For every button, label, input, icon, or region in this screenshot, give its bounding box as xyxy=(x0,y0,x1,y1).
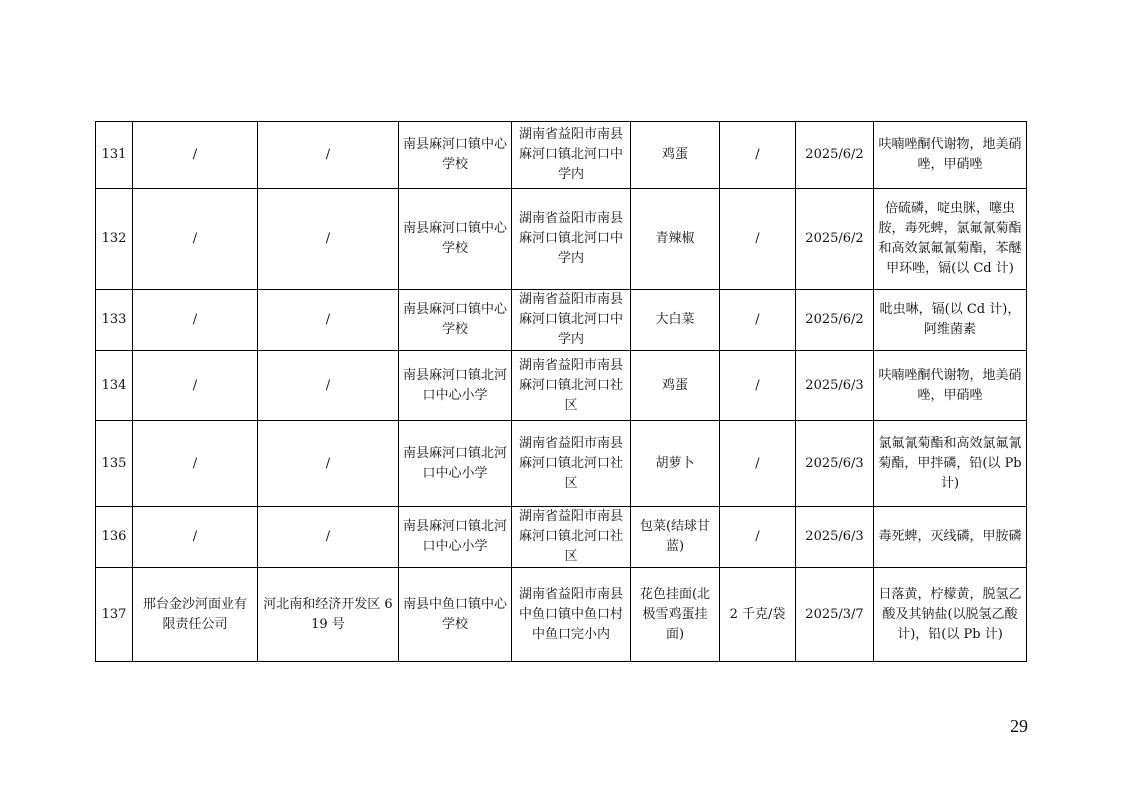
sampled-unit-cell: 南县麻河口镇中心学校 xyxy=(399,189,512,290)
sampled-unit-cell: 南县中鱼口镇中心学校 xyxy=(399,568,512,662)
producer-name-cell: / xyxy=(133,507,258,568)
table-row xyxy=(96,568,1027,662)
sampled-address-cell: 湖南省益阳市南县麻河口镇北河口社区 xyxy=(512,351,631,421)
specification-cell: / xyxy=(720,122,796,189)
sampled-address-cell: 湖南省益阳市南县麻河口镇北河口中学内 xyxy=(512,122,631,189)
specification-cell: / xyxy=(720,421,796,507)
sampled-unit-cell: 南县麻河口镇中心学校 xyxy=(399,290,512,351)
producer-address-cell: / xyxy=(258,290,399,351)
test-items-cell: 倍硫磷，啶虫脒，噻虫胺，毒死蜱，氯氟氰菊酯和高效氯氟氰菊酯，苯醚甲环唑，镉(以 Cd 计) xyxy=(874,189,1027,290)
sampled-address-cell: 湖南省益阳市南县麻河口镇北河口中学内 xyxy=(512,189,631,290)
product-name-cell: 包菜(结球甘蓝) xyxy=(631,507,720,568)
sampled-address-cell: 湖南省益阳市南县中鱼口镇中鱼口村中鱼口完小内 xyxy=(512,568,631,662)
production-date-cell: 2025/6/2 xyxy=(796,122,874,189)
sampled-unit-cell: 南县麻河口镇北河口中心小学 xyxy=(399,507,512,568)
specification-cell: / xyxy=(720,290,796,351)
production-date-cell: 2025/6/2 xyxy=(796,290,874,351)
production-date-cell: 2025/6/2 xyxy=(796,189,874,290)
table-row xyxy=(96,507,1027,568)
specification-cell: / xyxy=(720,351,796,421)
test-items-cell: 日落黄，柠檬黄，脱氢乙酸及其钠盐(以脱氢乙酸计)，铅(以 Pb 计) xyxy=(874,568,1027,662)
sampled-address-cell: 湖南省益阳市南县麻河口镇北河口社区 xyxy=(512,507,631,568)
test-items-cell: 呋喃唑酮代谢物，地美硝唑，甲硝唑 xyxy=(874,351,1027,421)
producer-name-cell: / xyxy=(133,189,258,290)
test-items-cell: 氯氟氰菊酯和高效氯氟氰菊酯，甲拌磷，铅(以 Pb 计) xyxy=(874,421,1027,507)
product-name-cell: 胡萝卜 xyxy=(631,421,720,507)
producer-address-cell: / xyxy=(258,122,399,189)
sampled-unit-cell: 南县麻河口镇北河口中心小学 xyxy=(399,421,512,507)
producer-name-cell: / xyxy=(133,290,258,351)
sampled-address-cell: 湖南省益阳市南县麻河口镇北河口社区 xyxy=(512,421,631,507)
producer-address-cell: / xyxy=(258,421,399,507)
table-row xyxy=(96,122,1027,189)
producer-address-cell: / xyxy=(258,351,399,421)
test-items-cell: 吡虫啉，镉(以 Cd 计)，阿维菌素 xyxy=(874,290,1027,351)
product-name-cell: 青辣椒 xyxy=(631,189,720,290)
sampling-table xyxy=(95,121,1027,662)
producer-name-cell: / xyxy=(133,351,258,421)
row-number-cell: 137 xyxy=(96,568,133,662)
producer-name-cell: / xyxy=(133,122,258,189)
row-number-cell: 132 xyxy=(96,189,133,290)
table-row xyxy=(96,421,1027,507)
producer-address-cell: / xyxy=(258,189,399,290)
table-row xyxy=(96,351,1027,421)
row-number-cell: 134 xyxy=(96,351,133,421)
test-items-cell: 毒死蜱，灭线磷，甲胺磷 xyxy=(874,507,1027,568)
specification-cell: / xyxy=(720,507,796,568)
sampled-unit-cell: 南县麻河口镇中心学校 xyxy=(399,122,512,189)
producer-name-cell: / xyxy=(133,421,258,507)
specification-cell: 2 千克/袋 xyxy=(720,568,796,662)
specification-cell: / xyxy=(720,189,796,290)
page-number: 29 xyxy=(1010,716,1028,736)
producer-name-cell: 邢台金沙河面业有限责任公司 xyxy=(133,568,258,662)
producer-address-cell: / xyxy=(258,507,399,568)
product-name-cell: 鸡蛋 xyxy=(631,351,720,421)
row-number-cell: 135 xyxy=(96,421,133,507)
production-date-cell: 2025/6/3 xyxy=(796,351,874,421)
production-date-cell: 2025/6/3 xyxy=(796,507,874,568)
row-number-cell: 133 xyxy=(96,290,133,351)
product-name-cell: 鸡蛋 xyxy=(631,122,720,189)
production-date-cell: 2025/3/7 xyxy=(796,568,874,662)
table-row xyxy=(96,290,1027,351)
production-date-cell: 2025/6/3 xyxy=(796,421,874,507)
product-name-cell: 花色挂面(北极雪鸡蛋挂面) xyxy=(631,568,720,662)
product-name-cell: 大白菜 xyxy=(631,290,720,351)
table-row xyxy=(96,189,1027,290)
row-number-cell: 131 xyxy=(96,122,133,189)
producer-address-cell: 河北南和经济开发区 619 号 xyxy=(258,568,399,662)
sampled-unit-cell: 南县麻河口镇北河口中心小学 xyxy=(399,351,512,421)
test-items-cell: 呋喃唑酮代谢物，地美硝唑，甲硝唑 xyxy=(874,122,1027,189)
sampled-address-cell: 湖南省益阳市南县麻河口镇北河口中学内 xyxy=(512,290,631,351)
row-number-cell: 136 xyxy=(96,507,133,568)
